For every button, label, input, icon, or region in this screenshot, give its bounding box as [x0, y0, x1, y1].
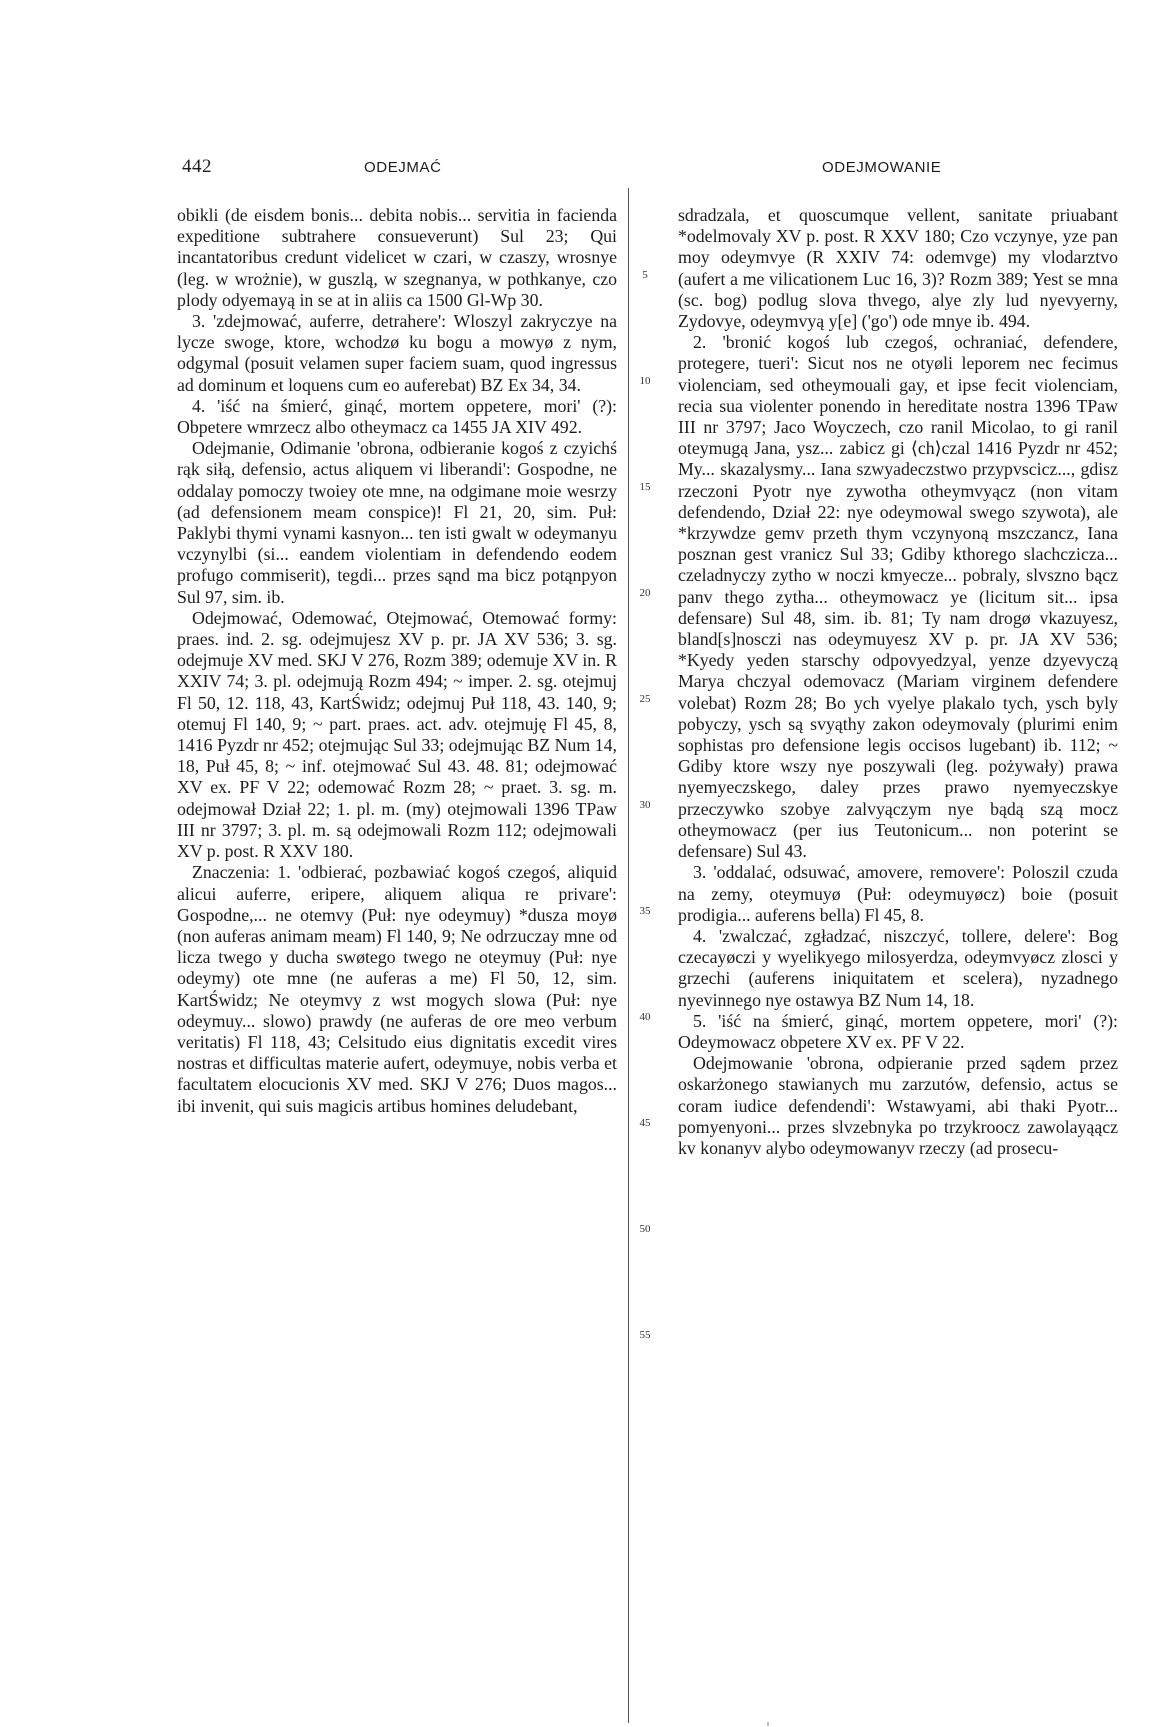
- line-number: 10: [639, 375, 651, 387]
- line-number: 20: [639, 587, 651, 599]
- paragraph: 3. 'zdejmować, auferre, detrahere': Wloszyl zakryczye na lycze swoge, ktore, wchodzø ku bogu a mowyø z nym, odgymal (posuit velamen super faciem suam, quod ingressus ad dominum et loquens cum eo auferebat) BZ Ex 34, 34.: [177, 311, 617, 395]
- paragraph: 5. 'iść na śmierć, ginąć, mortem oppetere, mori' (?): Odeymowacz obpetere XV ex. PF V 22.: [678, 1010, 1118, 1052]
- line-number: 40: [639, 1011, 651, 1023]
- paragraph: 4. 'iść na śmierć, ginąć, mortem oppetere, mori' (?): Obpetere wmrzecz albo otheymacz ca 1455 JA XIV 492.: [177, 395, 617, 438]
- entry-odejmowac-forms: Odejmować, Odemować, Otejmować, Otemować formy: praes. ind. 2. sg. odejmujesz XV p. pr. JA XV 536; 3. sg. odejmuje XV med. SKJ V 276, Rozm 389; odemuje XV in. R XXIV 74; 3. pl. odejmują Rozm 494; ~ imper. 2. sg. otejmuj Fl 50, 12. 118, 43, KartŚwidz; odejmuj Puł 118, 43. 140, 9; otemuj Fl 140, 9; ~ part. praes. act. adv. otejmuję Fl 45, 8, 1416 Pyzdr nr 452; otejmując Sul 33; odejmując BZ Num 14, 18, Puł 45, 8; ~ inf. otejmować Sul 43. 48. 81; odejmować XV ex. PF V 22; odemować Rozm 28; ~ praet. 3. sg. m. odejmował Dział 22; 1. pl. m. (my) otejmowali 1396 TPaw III nr 3797; 3. pl. m. są odejmowali Rozm 112; odejmowali XV p. post. R XXV 180.: [177, 607, 617, 862]
- page-header: [0, 156, 1157, 186]
- line-number: 25: [639, 693, 651, 705]
- running-head-right: ODEJMOWANIE: [822, 159, 942, 176]
- entry-odejmanie: Odejmanie, Odimanie 'obrona, odbieranie kogoś z czyichś rąk siłą, defensio, actus aliquem vi liberandi': Gospodne, ne oddalay pomoczy twoiey ote mne, na odgimane moie wesrzy (ad defensionem meam conspice)! Fl 21, 20, sim. Puł: Paklybi thymi vynami kasnyon... ten isti gwalt w odeymanyu vczynylbi (si... eandem violentiam in defendendo eodem profugo commiserit), tegdi... przes sąnd ma bicz potąnpyon Sul 97, sim. ib.: [177, 438, 617, 607]
- page-number: 442: [182, 156, 212, 177]
- paragraph: 2. 'bronić kogoś lub czegoś, ochraniać, defendere, protegere, tueri': Sicut nos ne otyøli leporem nec fecimus violenciam, sed otheymouali gay, et ipse fecit violenciam, recia sua violenter ponendo in hereditate nostra 1396 TPaw III nr 3797; Jaco Woyczech, czo ranil Micolao, to gi ranil oteymugą Jana, ysz... zabicz gi ⟨ch⟩czal 1416 Pyzdr nr 452; My... skazalysmy... Iana szwyadeczstwo przypvscicz..., gdisz rzeczoni Pyotr nye zywotha otheymvyącz (non vitam defendendo, Dział 22: nye odeymowal swego szywota), ale *krzywdze gemv przeth thym vczynyoną mszczancz, Iana posznan gest vranicz Sul 33; Gdiby kthorego slachczicza... czeladnyczy zytho w noczi kmyecze... pobraly, slvszno bącz panv thego zytha... otheymowacz ye (licitum sit... ipsa defensare) Sul 48, sim. ib. 81; Ty nam drogø vkazuyesz, bland[s]nosczi nas odeymuyesz XV p. pr. JA XV 536; *Kyedy yeden starschy odpovyedzyal, yenze dzyevyczą Marya chczyal odemovacz (Mariam virginem defendere volebat) Rozm 28; Bo ych vyelye plakalo tych, ysch byly pobyczy, ysch są svyąthy zakon odeymovaly (plurimi enim sophistas pro defensione legis occisos lugebant) ib. 112; ~ Gdiby ktore wszy nye poszywali (leg. pożywały) prawa nyemyeczskego, daley przes prawo nyemyeczskye przeczywko szobye zalvyączym nye bądą szą mocz otheymowacz (per ius Teutonicum... non poterint se defensare) Sul 43.: [678, 332, 1118, 862]
- paragraph: 3. 'oddalać, odsuwać, amovere, removere': Poloszil czuda na zemy, oteymuyø (Puł: odeymuyøcz) boie (posuit prodigia... auferens bella) Fl 45, 8.: [678, 862, 1118, 925]
- paragraph: obikli (de eisdem bonis... debita nobis... servitia in facienda expeditione subtrahere consueverunt) Sul 23; Qui incantatoribus credunt videlicet w czari, w czaszy, wrosnye (leg. w wrożnie), w guszlą, w szegnanya, w pothkanye, czo plody odyemayą in se at in aliis ca 1500 Gl-Wp 30.: [177, 205, 617, 310]
- column-rule: [628, 188, 629, 1723]
- right-column: [678, 205, 1118, 1159]
- paragraph: sdradzala, et quoscumque vellent, sanitate priuabant *odelmovaly XV p. post. R XXV 180; Czo vczynye, yze pan moy odeymvye (R XXIV 74: odemvge) my vlodarztvo (aufert a me vilicationem Luc 16, 3)? Rozm 389; Yest se mna (sc. bog) podlug slova thvego, alye zly lud nyevyerny, Zydovye, odeymvyą y[e] ('go') ode mnye ib. 494.: [678, 205, 1118, 332]
- line-number: 30: [639, 799, 651, 811]
- paragraph: 4. 'zwalczać, zgładzać, niszczyć, tollere, delere': Bog czecayøczi y wyelikyego milosyerdza, odeymvyøcz zlosci y grzechi (auferens iniquitatem et scelera), nyzadnego nyevinnego nye ostawya BZ Num 14, 18.: [678, 925, 1118, 1010]
- line-number: 55: [639, 1329, 651, 1341]
- line-number: 15: [639, 481, 651, 493]
- entry-odejmowac-meanings: Znaczenia: 1. 'odbierać, pozbawiać kogoś czegoś, aliquid alicui auferre, eripere, aliquem aliqua re privare': Gospodne,... ne otemvy (Puł: nye odeymuy) *dusza moyø (non auferas animam meam) Fl 140, 9; Ne odrzuczay mne od licza twego y ducha swøtego twego ne oteymuy (Puł: nye odeymy) ote mne (ne auferas a me) Fl 50, 12, sim. KartŚwidz; Ne oteymvy z wst mogych slowa (Puł: nye odeymuy... slowo) prawdy (ne auferas de ore meo verbum veritatis) Fl 118, 43; Celsitudo eius dignitatis excedit vires nostras et difficultas materie aufert, odeymuye, nobis verba et facultatem elocucionis XV med. SKJ V 276; Duos magos... ibi invenit, qui suis magicis artibus homines deludebant,: [177, 862, 617, 1116]
- left-column: [177, 205, 617, 1117]
- line-number: 5: [642, 269, 648, 281]
- line-number: 50: [639, 1223, 651, 1235]
- entry-odejmowanie: Odejmowanie 'obrona, odpieranie przed sądem przez oskarżonego stawianych mu zarzutów, defensio, actus se coram iudice defendendi': Wstawyami, abi thaki Pyotr... pomyenyoni... przes slvzebnyka po trzykroocz zawolayąącz kv konanyv alybo odeymowanyv rzeczy (ad prosecu-: [678, 1053, 1118, 1158]
- print-speck: [767, 1722, 769, 1726]
- running-head-left: ODEJMAĆ: [364, 159, 442, 176]
- line-number: 35: [639, 905, 651, 917]
- line-number: 45: [639, 1117, 651, 1129]
